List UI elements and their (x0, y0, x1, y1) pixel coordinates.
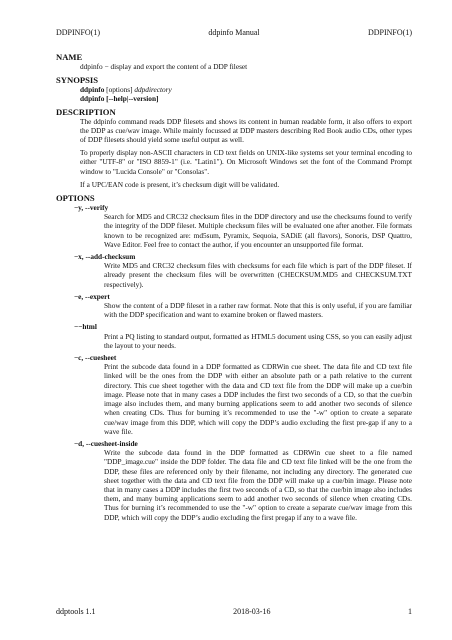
footer-left: ddptools 1.1 (56, 607, 96, 616)
section-synopsis (56, 75, 412, 103)
description-paragraph: The ddpinfo command reads DDP filesets and shows its content in human readable form, it also offers to export the DDP as cue/wav image. While mainly focussed at DDP masters describing Red Book audio CDs, other types of DDP filesets should yield some useful output as well. (80, 116, 412, 145)
footer-center: 2018-03-16 (233, 607, 271, 616)
option-flag: −d, --cuesheet-inside (74, 438, 138, 448)
description-paragraph: To properly display non-ASCII characters in CD text fields on UNIX-like systems set your terminal encoding to either "UTF-8" or "ISO 8859-1" (i.e. "Latin1"). On Microsoft Windows set the font of the Command Prompt window to "Lucida Console" or "Consolas". (80, 148, 412, 176)
page-header (56, 28, 412, 37)
synopsis-argument: ddpdirectory (134, 85, 172, 95)
option-expert (74, 292, 412, 320)
option-flag: −e, --expert (74, 291, 110, 301)
synopsis-line (80, 85, 412, 94)
section-heading: DESCRIPTION (56, 106, 116, 117)
option-flag: −−html (74, 322, 97, 332)
name-text: ddpinfo − display and export the content of a DDP fileset (80, 62, 248, 71)
option-flag: −x, --add-checksum (74, 252, 136, 262)
option-verify (74, 203, 412, 249)
page-footer (56, 607, 412, 616)
section-description (56, 107, 412, 189)
option-add-checksum (74, 252, 412, 289)
option-description: Write the subcode data found in the DDP formatted as CDRWin cue sheet to a file named "DDP_image.cue" inside the DDP folder. The data file and CD text file linked will be the one from the DDP, these files are referenced only by their filename, not including any directory. The generated cue sheet together with the data and CD text file from the DDP will make up a cue/bin image. Please note that in many cases a DDP includes the first two seconds of a CD, so that the cue/bin image also includes them, and many burning applications seem to add another two seconds of silence when creating CDs. Thus for burning it’s recommended to use the "-w" option to create a separate cue/wav image from this DDP, which will copy the DDP’s audio excluding the first pregap if any to a wave file. (104, 448, 412, 522)
synopsis-options: [options] (104, 85, 135, 95)
option-description: Search for MD5 and CRC32 checksum files in the DDP directory and use the checksums found to verify the integrity of the DDP fileset. Multiple checksum files will be evaluated one after another. File formats known to be recognized are: md5sum, Pyramix, Sequoia, SADiE (all flavors), Sonoris, DSP Quattro, Wave Editor. Feel free to contact the author, if you encounter an unsupported file format. (104, 212, 412, 249)
option-cuesheet-inside (74, 439, 412, 522)
section-name (56, 52, 412, 71)
footer-right: 1 (407, 607, 412, 616)
synopsis-help: [--help|--version] (104, 94, 159, 104)
section-heading: NAME (56, 52, 83, 62)
option-html (74, 322, 412, 350)
header-left: DDPINFO(1) (56, 28, 100, 37)
option-description: Print a PQ listing to standard output, formatted as HTML5 document using CSS, so you can easily adjust the layout to your needs. (104, 331, 412, 350)
synopsis-command: ddpinfo (80, 94, 105, 104)
synopsis-line (80, 94, 412, 103)
option-flag: −y, --verify (74, 203, 109, 213)
option-description: Show the content of a DDP fileset in a rather raw format. Note that this is only useful, if you are familiar with the DDP specification and want to examine broken or flawed masters. (104, 301, 412, 320)
option-flag: −c, --cuesheet (74, 353, 117, 363)
header-right: DDPINFO(1) (367, 28, 412, 37)
man-page-body (56, 52, 412, 525)
section-heading: SYNOPSIS (56, 75, 99, 86)
section-heading: OPTIONS (56, 193, 95, 204)
option-description: Write MD5 and CRC32 checksum files with checksums for each file which is part of the DDP fileset. If already present the checksum files will be overwritten (CHECKSUM.MD5 and CHECKSUM.TXT respectively). (104, 261, 412, 289)
synopsis-command: ddpinfo (80, 85, 105, 95)
description-paragraph: If a UPC/EAN code is present, it’s checksum digit will be validated. (80, 179, 280, 189)
section-options (56, 193, 412, 522)
header-center: ddpinfo Manual (208, 28, 260, 37)
option-description: Print the subcode data found in a DDP formatted as CDRWin cue sheet. The data file and CD text file linked will be the ones from the DDP with either an absolute path or a path relative to the current directory. This cue sheet together with the data and CD text file from the DDP will make up a cue/bin image. Please note that in many cases a DDP includes the first two seconds of a CD, so that the cue/bin image also includes them, and many burning applications seem to add another two seconds of silence when creating CDs. Thus for burning it’s recommended to use the "-w" option to create a separate cue/wav image from this DDP, which will copy the DDP’s audio excluding the first pre-gap if any to a wave file. (104, 362, 412, 436)
option-cuesheet (74, 353, 412, 436)
